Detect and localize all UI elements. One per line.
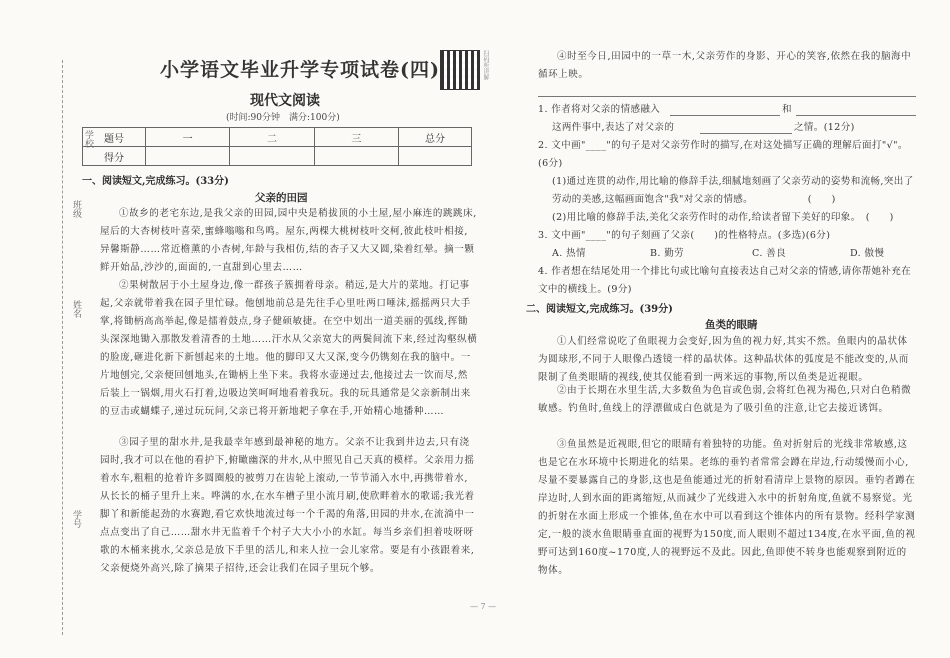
section1-heading: 一、阅读短文,完成练习。(33分) (82, 176, 229, 187)
answer-blank[interactable] (670, 115, 780, 116)
section2-heading: 二、阅读短文,完成练习。(39分) (526, 304, 673, 315)
score-input-cell[interactable] (399, 147, 472, 166)
question-1-part3: 之情。(12分) (794, 122, 855, 133)
question-4-text: 4. 作者想在结尾处用一个排比句或比喻句直接表达自己对父亲的情感,请你帮她补充在文中的横线上。(9分) (538, 266, 912, 295)
binding-line (62, 60, 63, 635)
binding-label-class: 班级 (71, 200, 81, 218)
passage2-paragraph-2: ②由于长期在水里生活,大多数鱼为色盲或色弱,会将红色视为褐色,只对白色稍微敏感。钓鱼时,鱼线上的浮漂做成白色就是为了吸引鱼的注意,让它去接近诱饵。 (538, 385, 912, 414)
answer-blank[interactable] (700, 133, 792, 134)
question-1-part2: 这两件事中,表达了对父亲的 (552, 122, 675, 133)
score-input-cell[interactable] (314, 147, 398, 166)
question-1-text: 1. 作者将对父亲的情感融入 (538, 104, 661, 115)
page-subtitle: 现代文阅读 (250, 93, 320, 109)
score-input-cell[interactable] (230, 147, 314, 166)
question-3-option-b[interactable]: B. 勤劳 (650, 248, 685, 259)
question-1-and: 和 (782, 104, 792, 115)
passage1-paragraph-3: ③园子里的甜水井,是我最幸年感到最神秘的地方。父亲不让我到井边去,只有浇园时,我才可以在他的看护下,俯瞰幽深的井水,从中照见自己天真的模样。父亲用力摇着水车,粗粗的抢着许多圆圈般的被剪刀在齿轮上滚动,一节节涌入水中,再携带着水,从长长的桶子里升上来。哗满的水,在水车槽子里小流月刷,使欣畔着水的歌谣;我光着脚丫和新能起劲的水赛跑,看它欢快地流过每一个千渴的角落,田园的井水,在流淌中一点点变出了自己……甜水井无监着千个村子大大小小的水缸。每当乡亲们担着吱呀呀歌的木桶来挑水,父亲总是放下手里的活儿,和来人拉一会儿家常。要是有小孩跟着来,父亲便烧外高兴,除了摘果子招待,还会让我们在园子里玩个够。 (100, 437, 475, 574)
score-header-cell: 题号 (83, 128, 146, 147)
exam-meta: (时间:90分钟 满分:100分) (226, 113, 340, 123)
qr-label: 扫码听讲解 (482, 50, 489, 80)
page-number: — 7 — (470, 602, 497, 611)
score-table (82, 127, 472, 166)
passage1-paragraph-4: ④时至今日,田园中的一草一木,父亲劳作的身影、开心的笑容,依然在我的脑海中循环上映。 (538, 51, 912, 80)
binding-label-school: 学校 (83, 130, 93, 148)
right-page (490, 0, 950, 658)
score-header-cell: 三 (314, 128, 398, 147)
answer-line[interactable] (538, 96, 916, 97)
passage1-title: 父亲的田园 (255, 192, 308, 204)
binding-label-number: 学号 (71, 510, 81, 528)
question-2-option-2[interactable]: (2)用比喻的修辞手法,美化父亲劳作时的动作,给读者留下美好的印象。 ( ) (552, 212, 894, 223)
question-3-option-a[interactable]: A. 热情 (552, 248, 586, 259)
question-2-text: 2. 文中画"____"的句子是对父亲劳作时的描写,在对这处描写正确的理解后面打"√"。(6分) (538, 140, 908, 169)
passage1-paragraph-2: ②果树散居于小土屋身边,像一群孩子簇拥着母亲。稍远,是大片的菜地。打记事起,父亲就带着我在园子里忙碌。他刨地前总是先往手心里吐两口唾沫,摇摇两只大手掌,将锄柄高高举起,像是擂着鼓点,身子健硕敏捷。在空中划出一道美丽的弧线,挥锄头深深地锄入那散发着清香的土地……汗水从父亲宽大的两鬓间流下来,经过沟壑纵横的脸庞,砸进化新下新刨起来的土地。他的脚印又大又深,变今仍镌刻在我的脑中。一片地刨完,父亲便回刨地头,在锄柄上坐下来。我将水壶递过去,他接过去一饮而尽,然后装上一锅烟,用火石打着,边吸边笑呵呵地看着我玩。我的玩具通常是父亲新制出来的豆击或蝴蝶子,递过玩玩问,父亲已将开新地耙子拿在手,开始精心地播种…… (100, 280, 478, 417)
page-title: 小学语文毕业升学专项试卷(四) (160, 59, 440, 81)
passage2-title: 鱼类的眼睛 (705, 319, 758, 331)
binding-label-name: 姓名 (71, 300, 81, 318)
question-3-text: 3. 文中画"____"的句子刻画了父亲( )的性格特点。(多选)(6分) (538, 230, 831, 241)
question-3-option-c[interactable]: C. 善良 (752, 248, 786, 259)
qr-code-icon[interactable] (440, 50, 480, 90)
score-input-cell[interactable] (146, 147, 230, 166)
score-row-label: 得分 (83, 147, 146, 166)
score-header-cell: 一 (146, 128, 230, 147)
passage1-paragraph-1: ①故乡的老宅东边,是我父亲的田园,园中央是稍拔顶的小土屋,屋小麻连的跳跳床,屋后的大杏树枝叶喜荣,蜜蜂嗡嗡和鸟鸣。屋东,两棵大桃树枝叶交柯,彼此枝叶相接,异馨斯静……常近檐薰的小杏树,年龄与我相仿,结的杏子又大又圆,染着红晕。摘一颗鲜开始品,沙沙的,面面的,一直甜到心里去…… (100, 208, 477, 273)
score-header-cell: 总分 (399, 128, 472, 147)
answer-blank[interactable] (796, 115, 916, 116)
question-2-option-1[interactable]: (1)通过连贯的动作,用比喻的修辞手法,细腻地刻画了父亲劳动的姿势和流畅,突出了劳动的美感,这幅画面饱含"我"对父亲的情感。 ( ) (552, 176, 914, 205)
passage2-paragraph-1: ①人们经常说吃了鱼眼视力会变好,因为鱼的视力好,其实不然。鱼眼内的晶状体为圆球形,不同于人眼像凸透镜一样的晶状体。这种晶状体的弧度是不能改变的,从而限制了鱼类眼睛的视线,使其仅能看到一两米远的事物,所以鱼类是近视眼。 (538, 336, 909, 383)
score-header-cell: 二 (230, 128, 314, 147)
passage2-paragraph-3: ③鱼虽然是近视眼,但它的眼睛有着独特的功能。鱼对折射后的光线非常敏感,这也是它在水环境中长期进化的结果。老练的垂钓者常常会蹲在岸边,行动缓慢而小心,尽量不要暴露自己的身影,这也是鱼能通过光的折射看清岸上景物的原因。垂钓者蹲在岸边时,人到水面的距离缩短,从而减少了光线进入水中的折射角度,鱼就不易察觉。光的折射在水面上形成一个锥体,鱼在水中可以看到这个锥体内的所有景物。经科学家测定,一般的淡水鱼眼睛垂直面的视野为150度,而人眼则不超过134度,在水平面,鱼的视野可达到160度~170度,人的视野远不及此。因此,鱼即使不转身也能观察到附近的物体。 (538, 439, 916, 576)
question-3-option-d[interactable]: D. 傲慢 (850, 248, 885, 259)
